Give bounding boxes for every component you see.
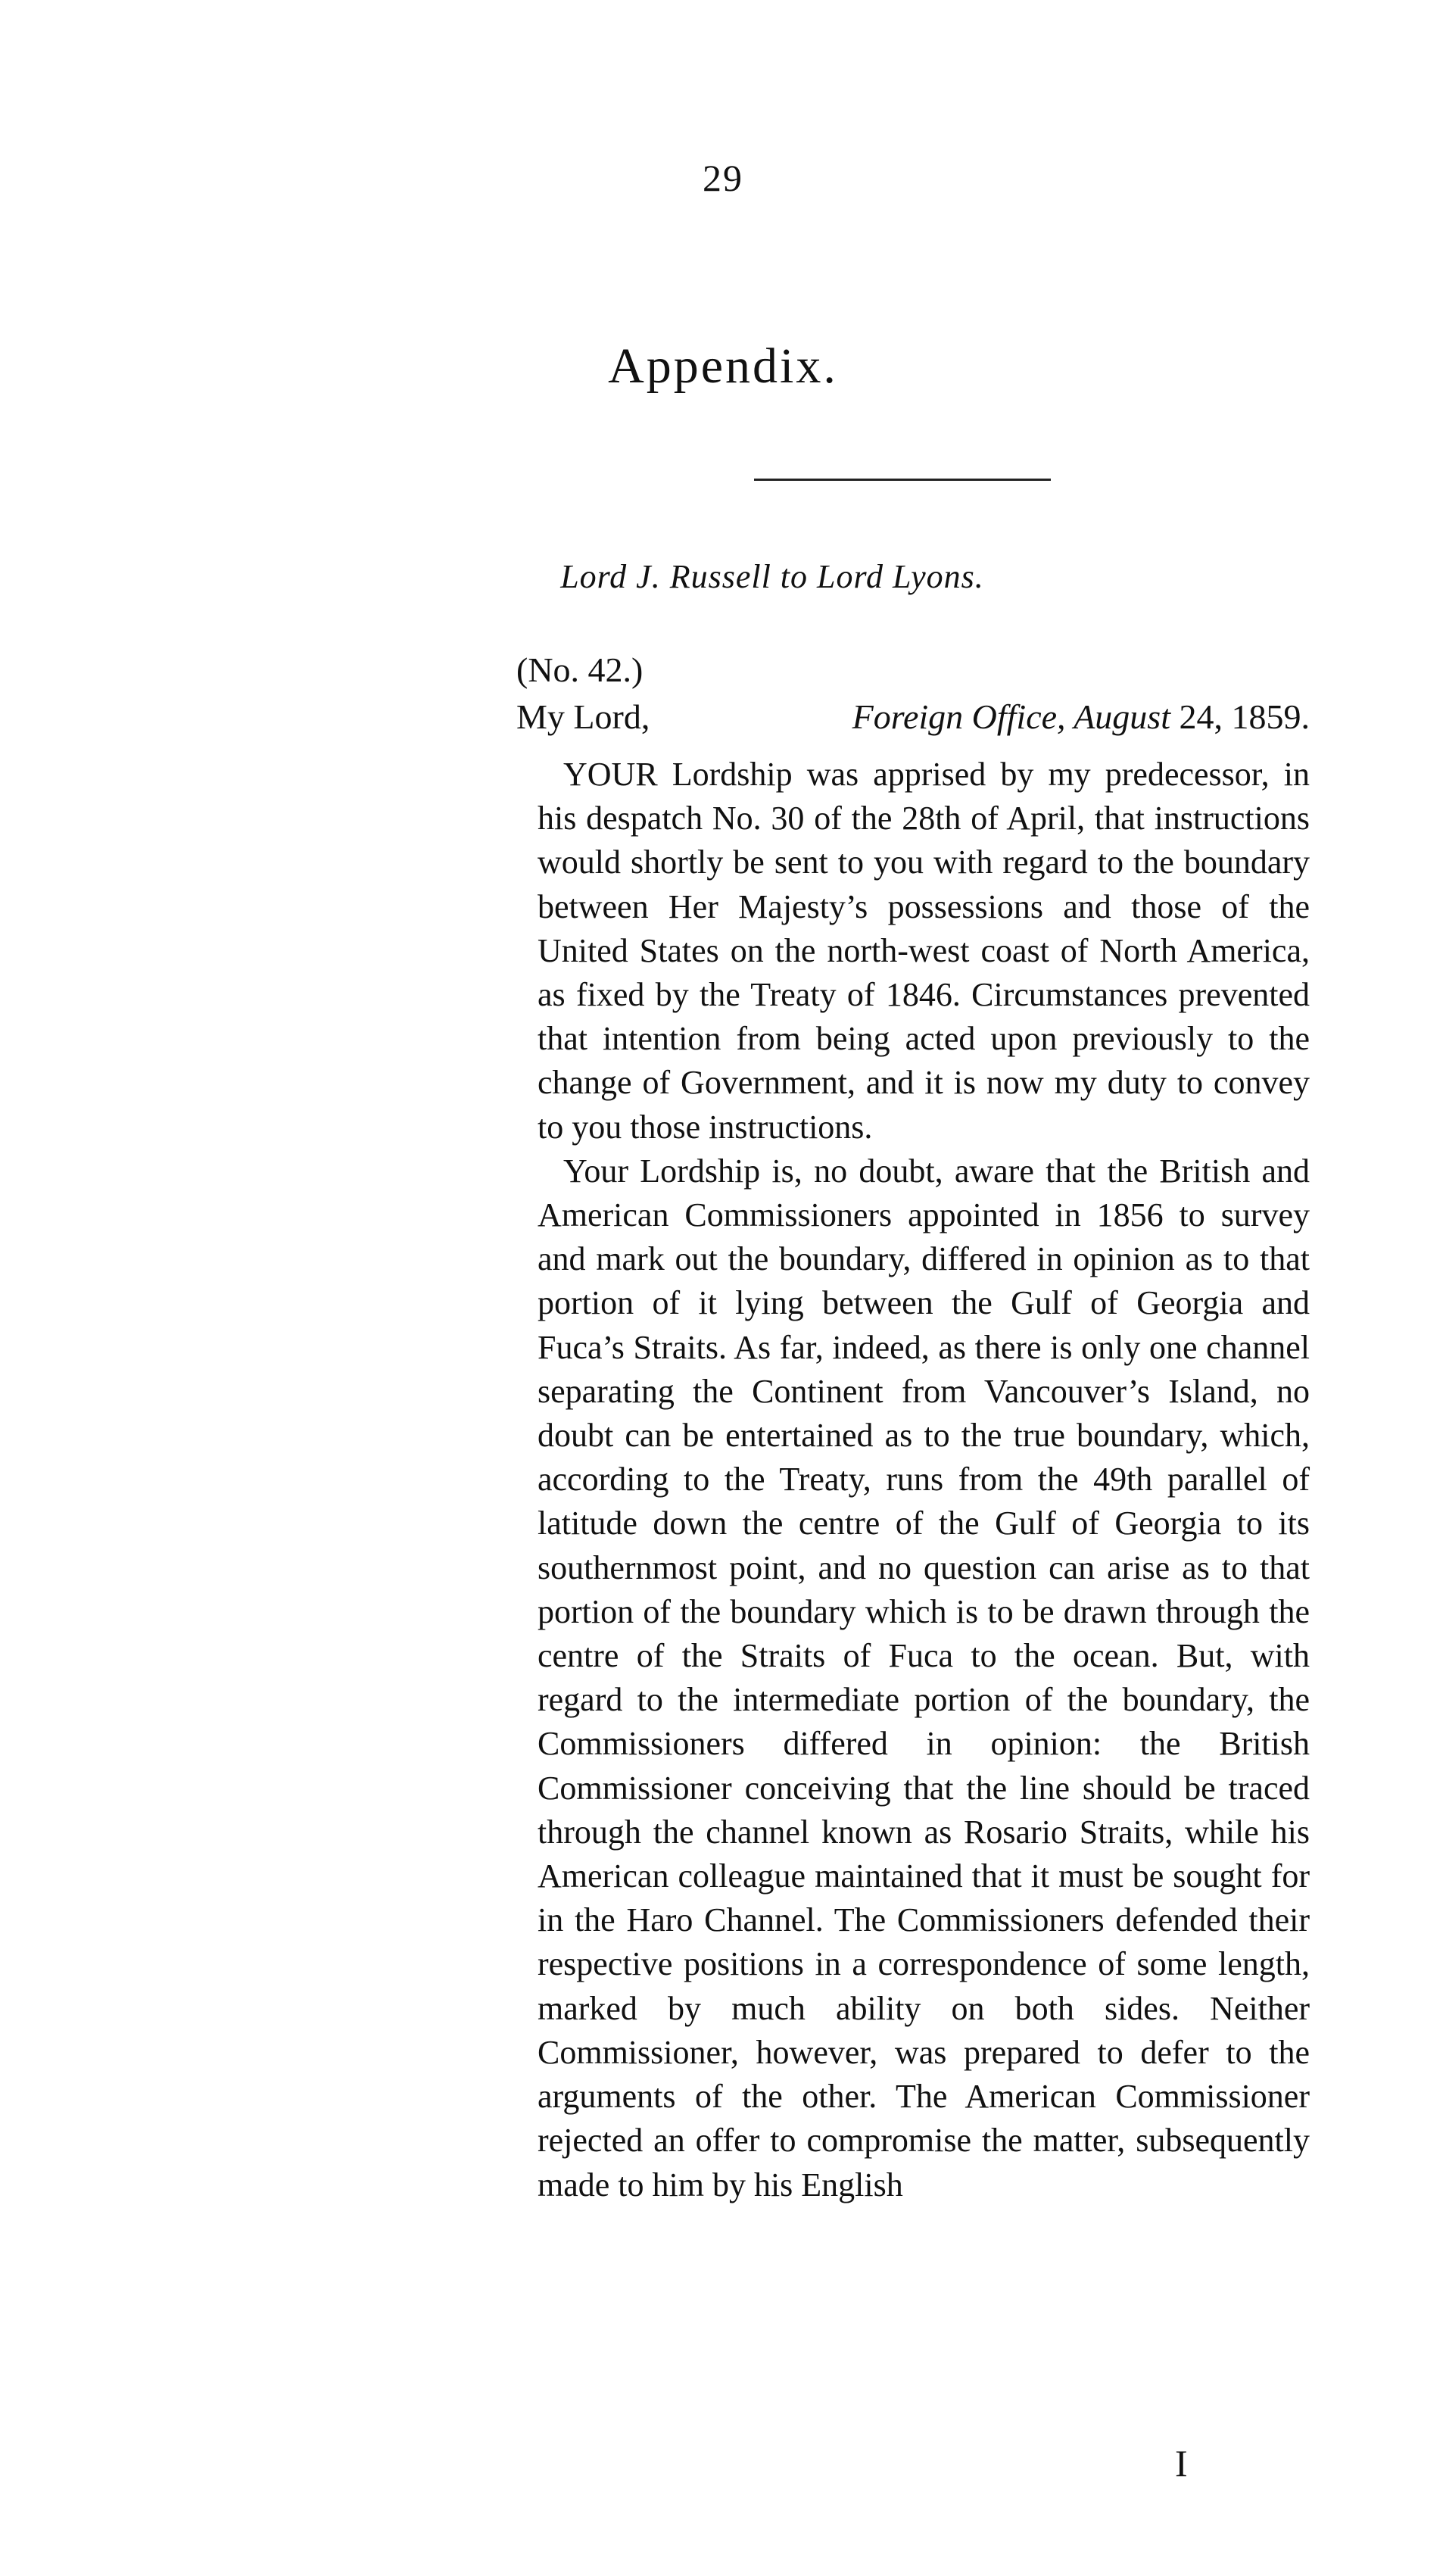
letter-title: Lord J. Russell to Lord Lyons. xyxy=(560,558,984,595)
body-paragraph: Your Lordship is, no doubt, aware that the British and American Commissioners appointed in 1856 to survey and mark out the boundary, differed in opinion as to that portion of it lying between the Gulf of Georgia and Fuca’s Straits. As far, indeed, as there is only one channel separating the Continent from Vancouver’s Island, no doubt can be entertained as to the true boundary, which, according to the Treaty, runs from the 49th parallel of latitude down the centre of the Gulf of Georgia to its southernmost point, and no question can arise as to that portion of the boundary which is to be drawn through the centre of the Straits of Fuca to the ocean. But, with regard to the intermediate portion of the boundary, the Commissioners differed in opinion: the British Commissioner conceiving that the line should be traced through the channel known as Rosario Straits, while his American colleague maintained that it must be sought for in the Haro Channel. The Commissioners defended their respective positions in a correspondence of some length, marked by much ability on both sides. Neither Commissioner, however, was prepared to defer to the arguments of the other. The American Commissioner rejected an offer to compromise the matter, subsequently made to him by his English xyxy=(538,1152,1310,2203)
letter-body xyxy=(538,753,1310,2207)
dateline-date: 24, 1859. xyxy=(1179,697,1310,736)
signature-mark: I xyxy=(1175,2442,1188,2484)
despatch-number: (No. 42.) xyxy=(516,650,644,689)
heading-divider xyxy=(754,479,1051,481)
body-paragraph: YOUR Lordship was apprised by my predecessor, in his despatch No. 30 of the 28th of April, that instructions would shortly be sent to you with regard to the boundary between Her Majesty’s possessions and those of the United States on the north-west coast of North America, as fixed by the Treaty of 1846. Circumstances prevented that intention from being acted upon previously to the change of Government, and it is now my duty to convey to you those instructions. xyxy=(538,756,1310,1146)
dateline-place: Foreign Office, August xyxy=(852,697,1170,736)
dateline xyxy=(852,697,1310,737)
salutation: My Lord, xyxy=(516,697,650,736)
page-heading: Appendix. xyxy=(608,338,838,394)
page-number: 29 xyxy=(703,157,743,199)
